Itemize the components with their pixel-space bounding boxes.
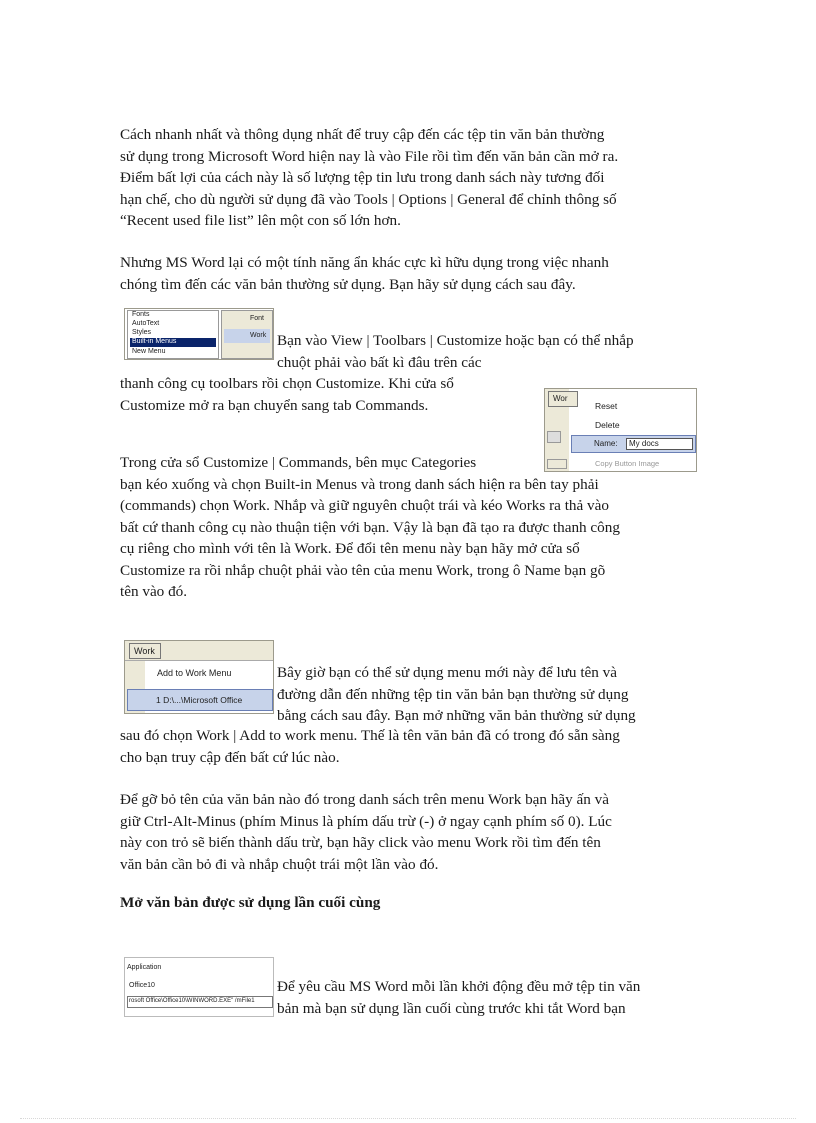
list-item: AutoText [132, 320, 160, 327]
text-line: chóng tìm đến các văn bản thường sử dụng. Bạn hãy sử dụng cách sau đây. [120, 275, 576, 293]
text-line: sau đó chọn Work | Add to work menu. Thế là tên văn bản đã có trong đó sẵn sàng [120, 727, 620, 744]
screenshot-work-menu [124, 640, 274, 714]
text-line: bản mà bạn sử dụng lần cuối cùng trước khi tắt Word bạn [277, 999, 626, 1017]
text-line: này con trỏ sẽ biến thành dấu trừ, bạn hãy click vào menu Work rồi tìm đến tên [120, 834, 601, 851]
selected-list-item: Built-in Menus [130, 338, 216, 347]
list-item: Fonts [132, 311, 150, 318]
text-line: Bây giờ bạn có thể sử dụng menu mới này để lưu tên và [277, 664, 618, 681]
text-line: chuột phải vào bất kì đâu trên các [277, 353, 482, 371]
screenshot-registry-value [124, 957, 274, 1017]
text-line: Nhưng MS Word lại có một tính năng ẩn khác cực kì hữu dụng trong việc nhanh [120, 254, 609, 271]
menu-item-delete: Delete [595, 420, 620, 430]
page-bottom-border [20, 1118, 796, 1119]
text-line: Để yêu cầu MS Word mỗi lần khởi động đều mở tệp tin văn [277, 978, 641, 995]
text-line: sử dụng trong Microsoft Word hiện nay là vào File rồi tìm đến văn bản cần mở ra. [120, 147, 619, 165]
paragraph-4 [120, 452, 695, 603]
paragraph-7-right [277, 976, 697, 1019]
paragraph-2 [120, 252, 695, 295]
menu-item-copy-button-image: Copy Button Image [595, 459, 660, 468]
text-line: bất cứ thanh công cụ nào thuận tiện với bạn. Vậy là bạn đã tạo ra được thanh công [120, 518, 620, 536]
text-line: giữ Ctrl-Alt-Minus (phím Minus là phím dấu trừ (-) ở ngay cạnh phím số 0). Lúc [120, 812, 612, 830]
paragraph-3-right [277, 330, 697, 373]
menu-title: Wor [553, 394, 568, 403]
paragraph-1 [120, 124, 695, 232]
text-line: thanh công cụ toolbars rồi chọn Customize. Khi cửa sổ [120, 375, 454, 392]
text-line: Cách nhanh nhất và thông dụng nhất để truy cập đến các tệp tin văn bản thường [120, 126, 605, 143]
text-line: bạn kéo xuống và chọn Built-in Menus và trong danh sách hiện ra bên tay phải [120, 475, 599, 493]
menu-title: Work [134, 646, 155, 656]
registry-path-value: rosoft Office\Office10\WINWORD.EXE" /mFile1 [129, 998, 255, 1004]
screenshot-categories-list [124, 308, 274, 360]
text-line: hạn chế, cho dù người sử dụng đã vào Tools | Options | General để chỉnh thông số [120, 190, 617, 208]
text-line: Bạn vào View | Toolbars | Customize hoặc bạn có thể nhắp [277, 332, 634, 349]
text-line: Để gỡ bỏ tên của văn bản nào đó trong danh sách trên menu Work bạn hãy ấn và [120, 791, 610, 808]
text-line: Trong cửa sổ Customize | Commands, bên mục Categories [120, 454, 477, 471]
list-item: Font [250, 315, 265, 322]
text-line: đường dẫn đến những tệp tin văn bản bạn thường sử dụng [277, 685, 629, 703]
menu-item-recent-file: 1 D:\...\Microsoft Office [156, 695, 243, 705]
text-line: tên vào đó. [120, 583, 188, 600]
paragraph-5-right [277, 662, 697, 727]
text-line: văn bản cần bỏ đi và nhắp chuột trái một lần vào đó. [120, 855, 439, 873]
list-item: Styles [132, 329, 152, 336]
paragraph-5-left [120, 725, 695, 768]
text-line: cụ riêng cho mình với tên là Work. Để đổi tên menu này bạn hãy mở cửa sổ [120, 540, 580, 557]
text-line: cho bạn truy cập đến bất cứ lúc nào. [120, 748, 340, 766]
registry-label: Office10 [129, 982, 155, 989]
text-line: Điểm bất lợi của cách này là số lượng tệp tin lưu trong danh sách này tương đối [120, 169, 605, 186]
text-line: bằng cách sau đây. Bạn mở những văn bản thường sử dụng [277, 707, 636, 724]
list-item: Work [250, 332, 267, 339]
text-line: “Recent used file list” lên một con số lớn hơn. [120, 212, 401, 229]
text-line: Customize mở ra bạn chuyển sang tab Commands. [120, 396, 429, 414]
registry-label: Application [127, 964, 162, 971]
name-label: Name: [594, 439, 618, 448]
menu-item-reset: Reset [595, 401, 618, 411]
section-heading: Mở văn bản được sử dụng lần cuối cùng [120, 894, 381, 911]
list-item: New Menu [132, 348, 166, 355]
paragraph-6 [120, 789, 695, 875]
menu-item-add-to-work-menu: Add to Work Menu [157, 668, 232, 678]
name-input-value: My docs [629, 439, 659, 448]
text-line: (commands) chọn Work. Nhắp và giữ nguyên chuột trái và kéo Works ra thả vào [120, 497, 609, 514]
text-line: Customize ra rồi nhắp chuột phải vào tên của menu Work, trong ô Name bạn gõ [120, 561, 606, 579]
